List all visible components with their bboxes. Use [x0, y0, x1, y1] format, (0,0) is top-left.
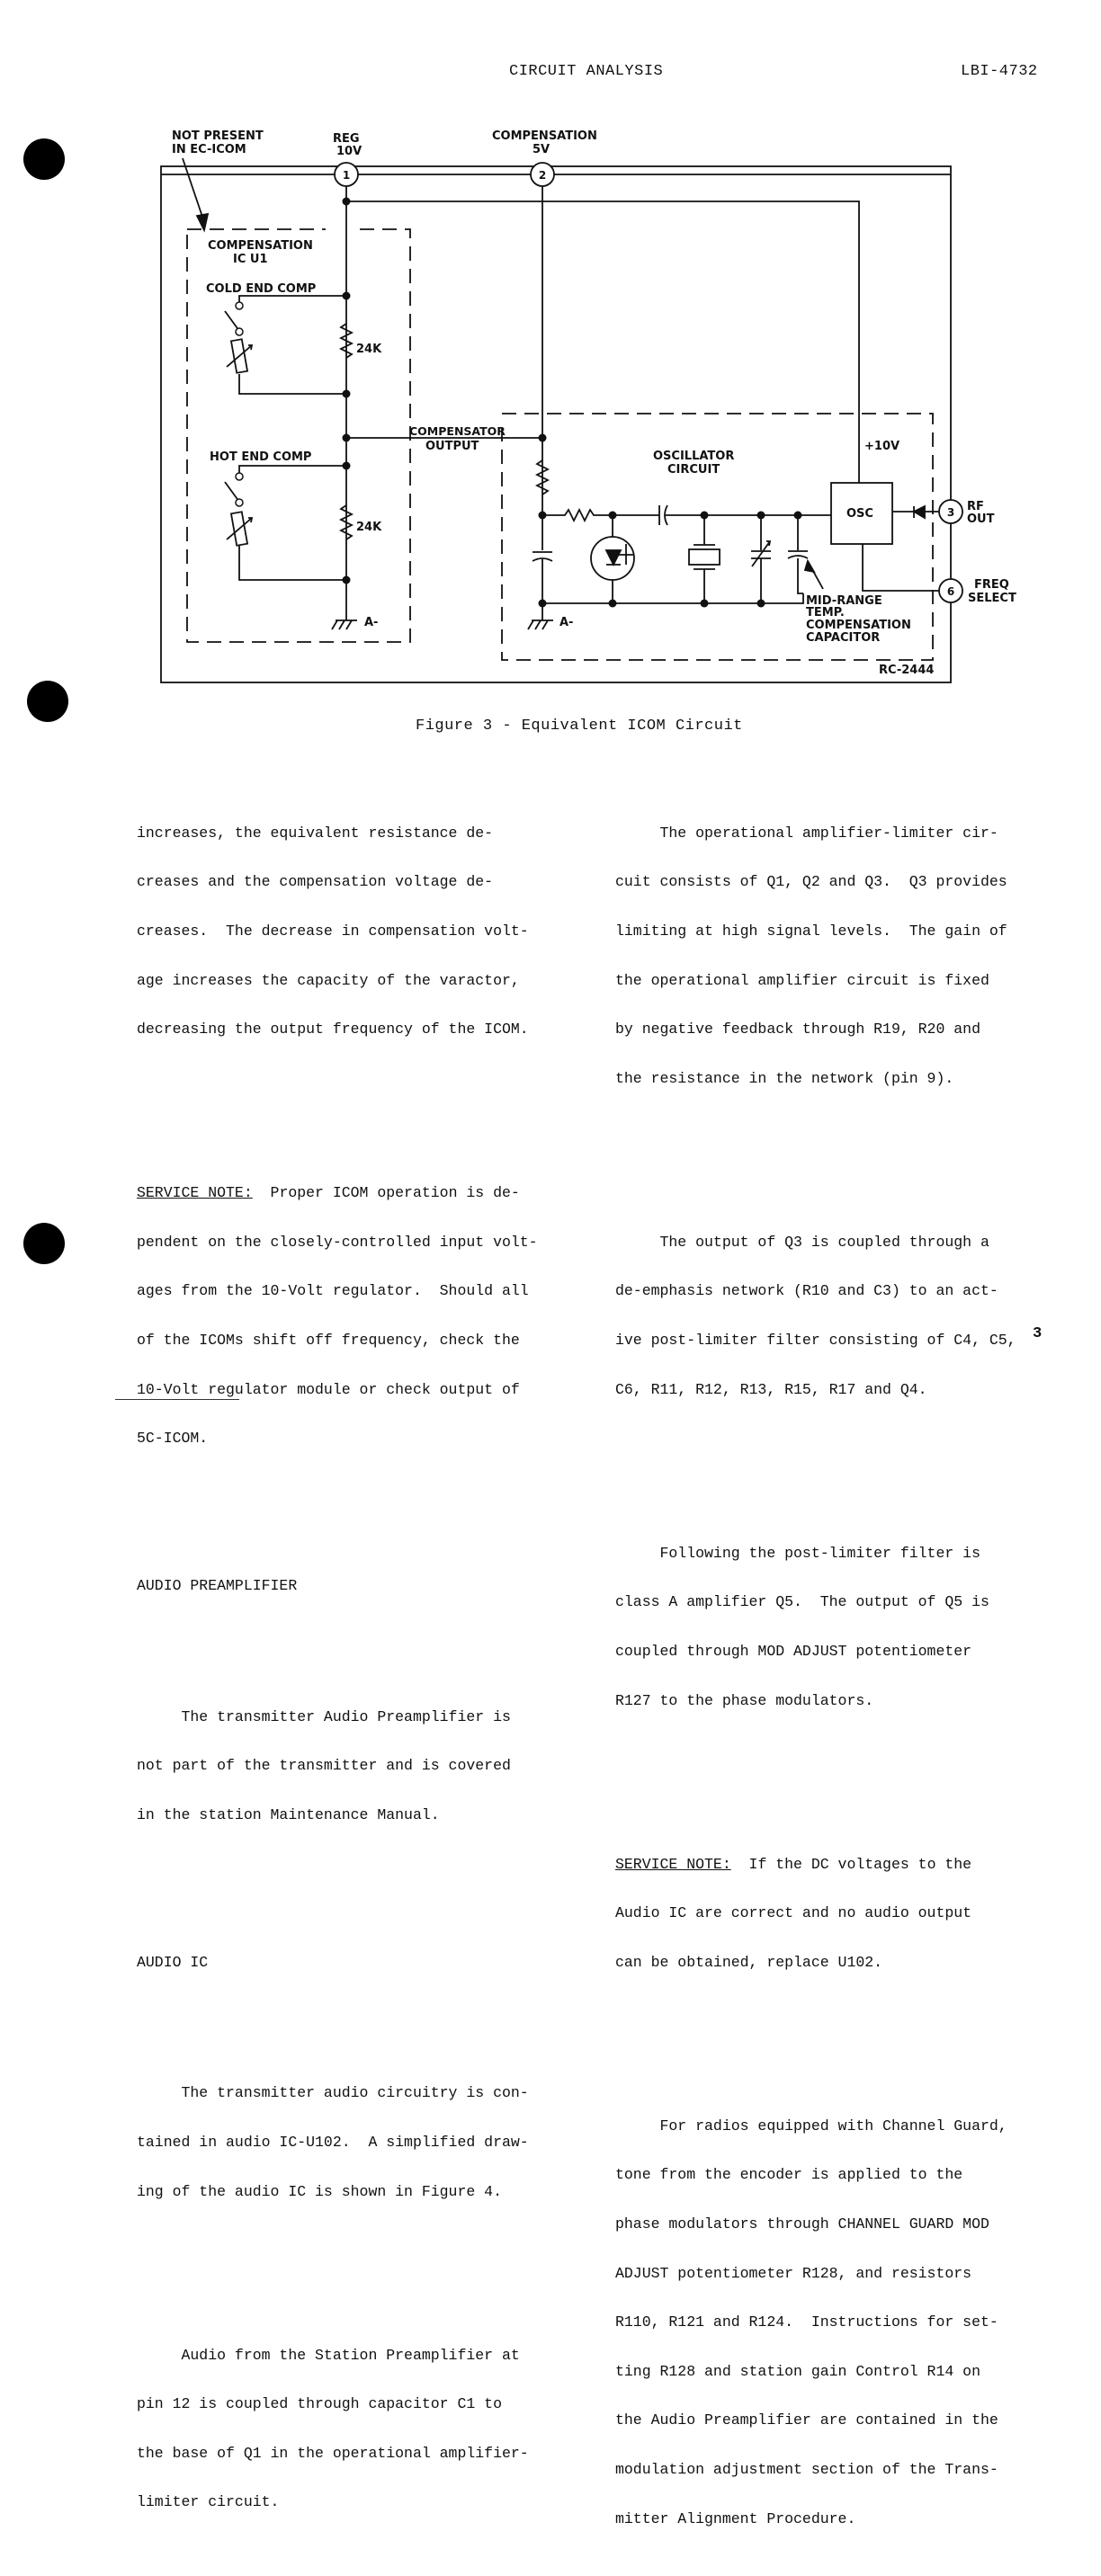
text-line: The output of Q3 is coupled through a — [615, 1233, 989, 1251]
plus-10v-label: +10V — [864, 440, 900, 453]
text-line: limiter circuit. — [137, 2493, 280, 2511]
text-line: de-emphasis network (R10 and C3) to an act- — [615, 1282, 998, 1300]
text-line: the Audio Preamplifier are contained in the — [615, 2411, 998, 2429]
mid-range-label-3: COMPENSATION — [806, 619, 911, 632]
service-note-label: SERVICE NOTE: — [137, 1184, 253, 1202]
pin-2-label: 2 — [538, 169, 547, 182]
audio-ic-heading: AUDIO IC — [137, 1953, 209, 1971]
pin-1-label: 1 — [342, 169, 351, 182]
not-present-label: NOT PRESENT — [172, 129, 264, 143]
oscillator-circuit-label: OSCILLATOR — [653, 450, 735, 463]
text-line: increases, the equivalent resistance de- — [137, 824, 494, 842]
text-line: ing of the audio IC is shown in Figure 4. — [137, 2182, 502, 2200]
right-paragraph-4 — [615, 2085, 1016, 2560]
compensation-5v-label: COMPENSATION — [492, 129, 597, 143]
reg-voltage-label: 10V — [336, 145, 363, 158]
text-line: Following the post-limiter filter is — [615, 1544, 980, 1562]
text-line: mitter Alignment Procedure. — [615, 2509, 856, 2527]
mid-range-label: MID-RANGE — [806, 594, 882, 608]
pin-3-label: 3 — [946, 506, 955, 519]
text-line: ive post-limiter filter consisting of C4, C5, — [615, 1332, 1016, 1350]
freq-select-label: FREQ — [974, 578, 1009, 592]
service-note-text: If the DC voltages to the — [730, 1855, 972, 1873]
text-line: in the station Maintenance Manual. — [137, 1805, 440, 1823]
text-line: age increases the capacity of the varactor, — [137, 971, 520, 989]
text-line: of the ICOMs shift off frequency, check the — [137, 1332, 520, 1350]
cold-end-comp-label: COLD END COMP — [206, 282, 317, 296]
text-line: cuit consists of Q1, Q2 and Q3. Q3 provides — [615, 873, 1007, 891]
right-paragraph-3 — [615, 1512, 1016, 1742]
figure-caption: Figure 3 - Equivalent ICOM Circuit — [416, 718, 743, 735]
text-line: Audio from the Station Preamplifier at — [137, 2346, 520, 2364]
text-line: limiting at high signal levels. The gain of — [615, 923, 1007, 940]
text-line: 10-Volt regulator module or check output of — [137, 1380, 520, 1398]
text-line: the resistance in the network (pin 9). — [615, 1069, 954, 1087]
left-intro-paragraph — [137, 792, 538, 1070]
text-line: ADJUST potentiometer R128, and resistors — [615, 2264, 972, 2282]
text-line: The transmitter audio circuitry is con- — [137, 2084, 529, 2102]
binder-hole-bottom — [23, 1223, 65, 1264]
service-note-2 — [615, 1823, 1016, 2003]
compensator-output-label-2: OUTPUT — [425, 440, 479, 453]
text-line: Audio IC are correct and no audio output — [615, 1904, 972, 1922]
text-line: The operational amplifier-limiter cir- — [615, 824, 998, 842]
text-line: R127 to the phase modulators. — [615, 1691, 874, 1709]
pin-6-label: 6 — [946, 585, 955, 598]
service-note-label: SERVICE NOTE: — [615, 1855, 731, 1873]
text-line: by negative feedback through R19, R20 and — [615, 1021, 980, 1038]
text-line: ting R128 and station gain Control R14 on — [615, 2362, 980, 2380]
text-line: R110, R121 and R124. Instructions for set- — [615, 2313, 998, 2331]
text-line: tone from the encoder is applied to the — [615, 2166, 963, 2184]
figure-ref: RC-2444 — [879, 664, 935, 677]
text-line: phase modulators through CHANNEL GUARD MOD — [615, 2215, 989, 2233]
mid-range-label-4: CAPACITOR — [806, 631, 881, 645]
osc-label: OSC — [846, 507, 873, 521]
text-line: creases and the compensation voltage de- — [137, 873, 494, 891]
document-id: LBI-4732 — [961, 63, 1038, 80]
page-number: 3 — [1033, 1325, 1043, 1342]
text-line: pendent on the closely-controlled input volt- — [137, 1233, 538, 1251]
left-column — [137, 760, 538, 2560]
text-line: creases. The decrease in compensation volt- — [137, 923, 529, 940]
not-present-label-2: IN EC-ICOM — [172, 143, 246, 156]
text-line: class A amplifier Q5. The output of Q5 is — [615, 1593, 989, 1611]
service-note-line — [615, 1857, 1016, 1873]
service-note-1 — [137, 1153, 538, 1480]
section-title: CIRCUIT ANALYSIS — [509, 63, 664, 80]
compensation-5v-value: 5V — [533, 143, 550, 156]
text-line: 5C-ICOM. — [137, 1430, 209, 1448]
text-line: tained in audio IC-U102. A simplified draw- — [137, 2133, 529, 2151]
text-line: the operational amplifier circuit is fixed — [615, 971, 989, 989]
right-paragraph-2 — [615, 1201, 1016, 1431]
service-note-line — [137, 1185, 538, 1201]
text-line: pin 12 is coupled through capacitor C1 to — [137, 2395, 502, 2413]
text-line: modulation adjustment section of the Trans- — [615, 2461, 998, 2479]
resistor-24k-lower: 24K — [356, 521, 382, 534]
text-line: For radios equipped with Channel Guard, — [615, 2117, 1007, 2135]
rf-out-label: RF — [967, 500, 984, 513]
ground-right-label: A- — [559, 616, 574, 629]
text-line: coupled through MOD ADJUST potentiometer — [615, 1642, 972, 1660]
text-line: The transmitter Audio Preamplifier is — [137, 1707, 511, 1725]
rf-out-label-2: OUT — [967, 513, 995, 526]
scan-edge-line — [115, 1399, 239, 1400]
text-line: decreasing the output frequency of the ICOM. — [137, 1021, 529, 1038]
text-line: ages from the 10-Volt regulator. Should all — [137, 1282, 529, 1300]
hot-end-comp-label: HOT END COMP — [210, 450, 312, 464]
ground-left-label: A- — [364, 616, 379, 629]
audio-preamplifier-heading: AUDIO PREAMPLIFIER — [137, 1577, 298, 1595]
compensator-output-label: COMPENSATOR — [409, 424, 506, 438]
text-line: can be obtained, replace U102. — [615, 1953, 883, 1971]
audio-ic-paragraph-1 — [137, 2053, 538, 2233]
resistor-24k-upper: 24K — [356, 343, 382, 356]
right-paragraph-1 — [615, 792, 1016, 1119]
right-column — [615, 760, 1016, 2576]
text-line: the base of Q1 in the operational amplifier- — [137, 2444, 529, 2462]
service-note-text: Proper ICOM operation is de- — [252, 1184, 520, 1202]
reg-label: REG — [333, 132, 360, 146]
audio-ic-paragraph-2 — [137, 2314, 538, 2544]
mid-range-label-2: TEMP. — [806, 606, 845, 619]
junction-dots — [343, 198, 802, 608]
text-line: not part of the transmitter and is covered — [137, 1757, 511, 1775]
icom-schematic — [0, 0, 1101, 719]
text-line: C6, R11, R12, R13, R15, R17 and Q4. — [615, 1380, 927, 1398]
freq-select-label-2: SELECT — [968, 592, 1016, 605]
compensation-ic-label: COMPENSATION — [208, 239, 313, 253]
audio-preamplifier-paragraph — [137, 1676, 538, 1856]
compensation-ic-label-2: IC U1 — [233, 253, 268, 266]
oscillator-circuit-label-2: CIRCUIT — [667, 463, 721, 477]
